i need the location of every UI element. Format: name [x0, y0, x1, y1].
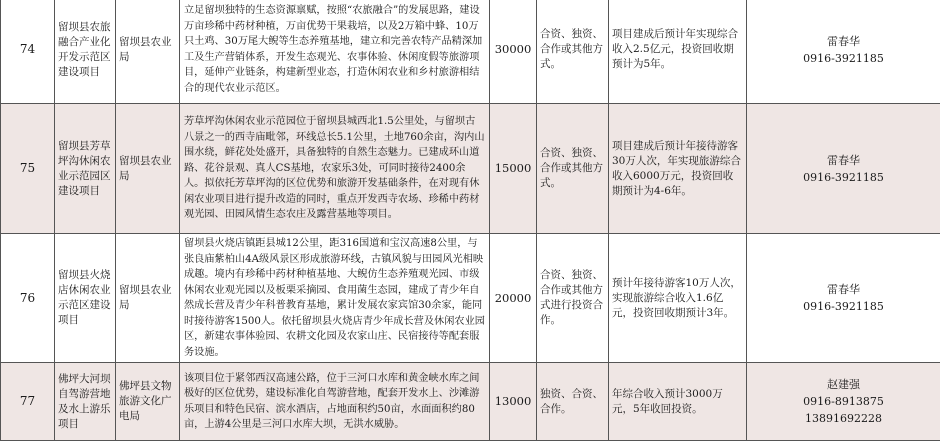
responsible-unit: 留坝县农业局: [116, 0, 180, 104]
contact-mobile: 13891692228: [750, 410, 937, 427]
contact-phone: 0916-3921185: [750, 50, 937, 67]
cooperation-mode: 独资、合资、合作。: [537, 363, 609, 441]
contact-cell: [747, 234, 940, 363]
expected-benefit: 项目建成后预计年接待游客30万人次，年实现旅游综合收入6000万元，投资回收期预计为4-6年。: [609, 104, 747, 234]
contact-cell: [747, 363, 940, 441]
table-row: [1, 104, 940, 234]
project-name: 佛坪大河坝自驾游营地及水上游乐项目: [55, 363, 116, 441]
contact-phone: 0916-8913875: [750, 393, 937, 410]
contact-cell: [747, 0, 940, 104]
investment-amount: 30000: [490, 0, 537, 104]
row-number: 76: [1, 234, 55, 363]
responsible-unit: 佛坪县文物旅游文化广电局: [116, 363, 180, 441]
row-number: 74: [1, 0, 55, 104]
contact-phone: 0916-3921185: [750, 169, 937, 186]
project-name: 留坝县火烧店休闲农业示范区建设项目: [55, 234, 116, 363]
cooperation-mode: 合资、独资、合作或其他方式。: [537, 0, 609, 104]
contact-cell: [747, 104, 940, 234]
responsible-unit: 留坝县农业局: [116, 234, 180, 363]
row-number: 75: [1, 104, 55, 234]
investment-amount: 13000: [490, 363, 537, 441]
project-name: 留坝县芳草坪沟休闲农业示范园区建设项目: [55, 104, 116, 234]
contact-phone: 0916-3921185: [750, 298, 937, 315]
cooperation-mode: 合资、独资、合作或其他方式进行投资合作。: [537, 234, 609, 363]
table-row: [1, 234, 940, 363]
contact-person: 雷春华: [750, 281, 937, 298]
project-content: 该项目位于紧邻西汉高速公路，位于三河口水库和黄金峡水库之间极好的区位优势，建设标准化自驾游营地，配套开发水上、沙滩游乐项目和特色民宿、滨水酒店，占地面积约50亩，水面面积约80亩，上游4公里是三河口水库大坝，无洪水威胁。: [180, 363, 490, 441]
table-row: [1, 0, 940, 104]
expected-benefit: 年综合收入预计3000万元，5年收回投资。: [609, 363, 747, 441]
responsible-unit: 留坝县农业局: [116, 104, 180, 234]
expected-benefit: 项目建成后预计年实现综合收入2.5亿元，投资回收期预计为5年。: [609, 0, 747, 104]
table-row: [1, 363, 940, 441]
investment-amount: 15000: [490, 104, 537, 234]
project-content: 立足留坝独特的生态资源禀赋，按照“农旅融合”的发展思路，建设万亩珍稀中药材种植，万亩优势干果栽培，以及2万箱中蜂、10万只土鸡、30万尾大鲵等生态养殖基地，建立和完善农特产品精深加工及生产营销体系，开发生态观光、农事体验、休闲度假等旅游项目，延伸产业链条，构建新型业态，打造休闲农业和乡村旅游相结合的现代农业示范区。: [180, 0, 490, 104]
contact-person: 赵建强: [750, 376, 937, 393]
project-content: 留坝县火烧店镇距县城12公里，距316国道和宝汉高速8公里，与张良庙紫柏山4A级风景区形成旅游环线，古镇风貌与田园风光相映成趣。境内有珍稀中药材种植基地、大鲵仿生态养殖观光园、市级休闲农业观光园以及板栗采摘园、食用菌生态园，建成了青少年自然成长营及青少年科普教育基地，累计发展农家宾馆30余家，能同时接待游客1500人。依托留坝县火烧店青少年成长营及休闲农业园区，新建农事体验园、农耕文化园及农家山庄、民宿接待等配套服务设施。: [180, 234, 490, 363]
project-name: 留坝县农旅融合产业化开发示范区建设项目: [55, 0, 116, 104]
contact-person: 雷春华: [750, 33, 937, 50]
contact-person: 雷春华: [750, 152, 937, 169]
cooperation-mode: 合资、独资、合作或其他方式。: [537, 104, 609, 234]
project-content: 芳草坪沟休闲农业示范园位于留坝县城西北1.5公里处，与留坝古八景之一的西寺庙毗邻，环线总长5.1公里，土地760余亩，沟内山围水绕，鲜花处处盛开，具备独特的自然生态魅力。已建成环山道路、花谷景观、真人CS基地，农家乐3处，可同时接待2400余人。拟依托芳草坪沟的区位优势和旅游开发基础条件，在对现有休闲农业项目进行提升改造的同时，重点开发西寺农场、珍稀中药材观光园、田园风情生态农庄及露营基地等项目。: [180, 104, 490, 234]
investment-amount: 20000: [490, 234, 537, 363]
expected-benefit: 预计年接待游客10万人次，实现旅游综合收入1.6亿元，投资回收期预计3年。: [609, 234, 747, 363]
row-number: 77: [1, 363, 55, 441]
